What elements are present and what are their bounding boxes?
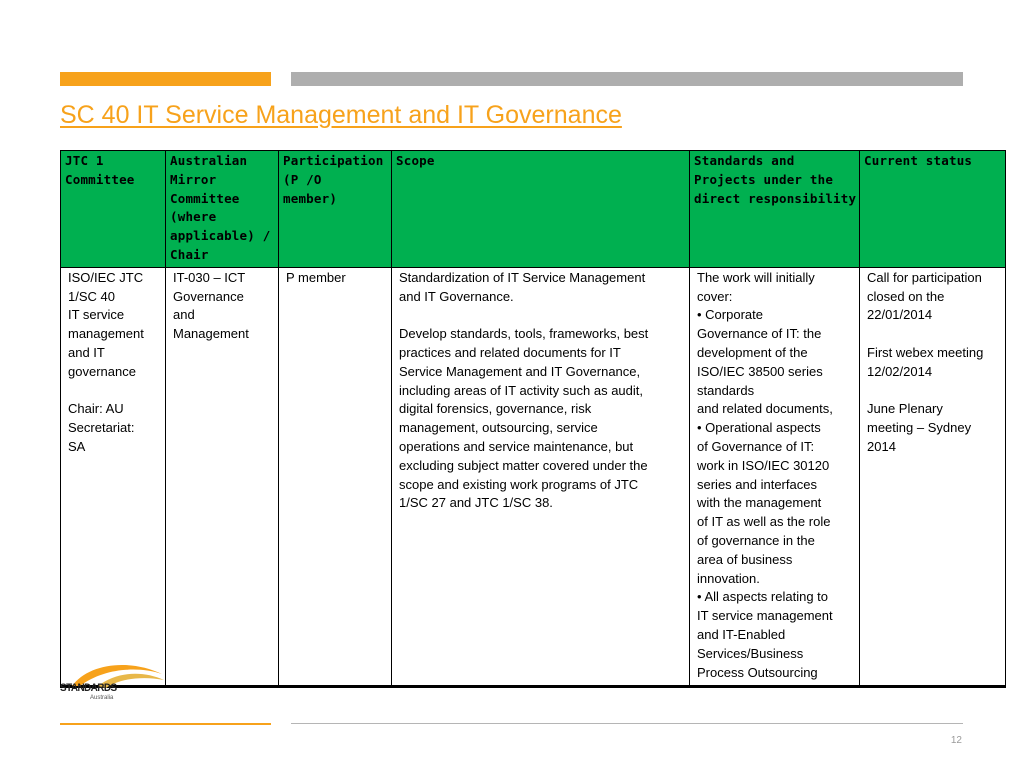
cell-text-line: Secretariat: — [68, 420, 135, 436]
cell-text-line: (P /O — [283, 171, 322, 187]
cell-text-line: Management — [173, 326, 249, 342]
cell-text-line: JTC 1 — [65, 153, 104, 168]
cell-text-line: Standardization of IT Service Management — [399, 269, 646, 285]
cell-text-line: direct responsibility — [694, 190, 857, 206]
cell-text-line: Chair — [170, 246, 209, 262]
cell-text-line: development of the — [697, 344, 808, 360]
cell-text-line: member) — [283, 190, 338, 206]
cell-text-line: practices and related documents for IT — [399, 344, 621, 360]
logo-subtext: Australia — [90, 695, 114, 701]
cell-text-line: The work will initially — [697, 269, 815, 285]
cell-text-line: IT service management — [697, 608, 833, 624]
cell-text-line: Projects under the — [694, 171, 834, 187]
cell-text-line: First webex meeting — [867, 344, 984, 360]
cell-text-line: Scope — [396, 153, 435, 168]
committee-table — [60, 150, 1006, 688]
cell-text-line: area of business — [697, 551, 793, 567]
page-number: 12 — [950, 735, 962, 746]
cell-text-line: including areas of IT activity such as audit, — [399, 382, 643, 398]
cell-text-line: ISO/IEC 38500 series — [697, 363, 823, 379]
cell-text-line: 1/SC 27 and JTC 1/SC 38. — [399, 495, 553, 511]
slide-title: SC 40 IT Service Management and IT Governance — [60, 101, 622, 129]
cell-text-line: Committee — [65, 171, 135, 187]
cell-text-line: • All aspects relating to — [697, 589, 829, 605]
cell-text-line: closed on the — [867, 288, 945, 304]
table-header-row — [61, 151, 1006, 268]
cell-text-line: Process Outsourcing — [697, 664, 818, 680]
cell-text-line: ISO/IEC JTC — [68, 269, 144, 285]
cell-text-line: Current status — [864, 153, 973, 168]
table-row — [61, 267, 1006, 687]
cell-text-line: with the management — [697, 495, 822, 511]
cell-text-line: meeting – Sydney — [867, 420, 972, 436]
cell-text-line: and IT — [68, 344, 105, 360]
header-participation — [279, 151, 392, 268]
cell-text-line: innovation. — [697, 570, 760, 586]
cell-text-line: Develop standards, tools, frameworks, best — [399, 326, 649, 342]
standards-australia-logo — [58, 660, 168, 704]
cell-text-line: Australian — [170, 153, 248, 168]
cell-text-line: excluding subject matter covered under the — [399, 457, 648, 473]
cell-text-line: applicable) / — [170, 228, 271, 244]
cell-text-line: governance — [68, 363, 136, 379]
cell-text-line: of Governance of IT: — [697, 438, 815, 454]
header-accent-bar-orange — [60, 72, 271, 86]
footer-accent-line-gray — [291, 723, 963, 724]
cell-text-line: (where — [170, 209, 217, 225]
cell-text-line: 12/02/2014 — [867, 363, 933, 379]
cell-text-line: and IT-Enabled — [697, 626, 786, 642]
paragraph-gap — [399, 306, 683, 325]
cell-text-line: June Plenary — [867, 401, 943, 417]
cell-text-line: cover: — [697, 288, 733, 304]
cell-text-line: management — [68, 326, 144, 342]
cell-text-line: Services/Business — [697, 645, 804, 661]
cell-text-line: and — [173, 307, 195, 323]
header-standards-projects — [690, 151, 860, 268]
cell-text-line: SA — [68, 438, 86, 454]
cell-text-line: Chair: AU — [68, 401, 124, 417]
cell-text-line: • Operational aspects — [697, 420, 821, 436]
cell-participation — [279, 267, 392, 687]
header-accent-bar-gray — [291, 72, 963, 86]
cell-standards-projects — [690, 267, 860, 687]
cell-text-line: P member — [286, 269, 346, 285]
cell-text-line: Service Management and IT Governance, — [399, 363, 641, 379]
cell-text-line: scope and existing work programs of JTC — [399, 476, 639, 492]
cell-text-line: of IT as well as the role — [697, 514, 831, 530]
cell-text-line: IT-030 – ICT — [173, 269, 246, 285]
cell-text-line: and IT Governance. — [399, 288, 514, 304]
cell-text-line: of governance in the — [697, 532, 815, 548]
cell-text-line: work in ISO/IEC 30120 — [697, 457, 830, 473]
cell-text-line: 22/01/2014 — [867, 307, 933, 323]
cell-text-line: 2014 — [867, 438, 896, 454]
cell-text-line: and related documents, — [697, 401, 833, 417]
cell-text-line: Committee — [170, 190, 240, 206]
header-australian-mirror-committee — [166, 151, 279, 268]
logo-wordmark: STANDARDS — [60, 682, 117, 694]
cell-text-line: series and interfaces — [697, 476, 817, 492]
cell-current-status — [860, 267, 1006, 687]
footer-accent-line-orange — [60, 723, 271, 725]
cell-text-line: Governance of IT: the — [697, 326, 822, 342]
cell-text-line: Call for participation — [867, 269, 982, 285]
cell-australian-mirror-committee — [166, 267, 279, 687]
header-current-status — [860, 151, 1006, 268]
cell-text-line: Governance — [173, 288, 244, 304]
header-jtc1-committee — [61, 151, 166, 268]
header-scope — [392, 151, 690, 268]
cell-text-line: management, outsourcing, service — [399, 420, 598, 436]
cell-jtc1-committee — [61, 267, 166, 687]
paragraph-gap — [867, 325, 999, 344]
cell-text-line: • Corporate — [697, 307, 763, 323]
paragraph-gap — [867, 382, 999, 401]
cell-text-line: Mirror — [170, 171, 217, 187]
cell-text-line: 1/SC 40 — [68, 288, 115, 304]
cell-text-line: operations and service maintenance, but — [399, 438, 634, 454]
paragraph-gap — [68, 382, 159, 401]
cell-text-line: Standards and — [694, 153, 795, 168]
cell-scope — [392, 267, 690, 687]
cell-text-line: standards — [697, 382, 755, 398]
cell-text-line: IT service — [68, 307, 125, 323]
cell-text-line: Participation — [283, 153, 384, 168]
cell-text-line: digital forensics, governance, risk — [399, 401, 592, 417]
